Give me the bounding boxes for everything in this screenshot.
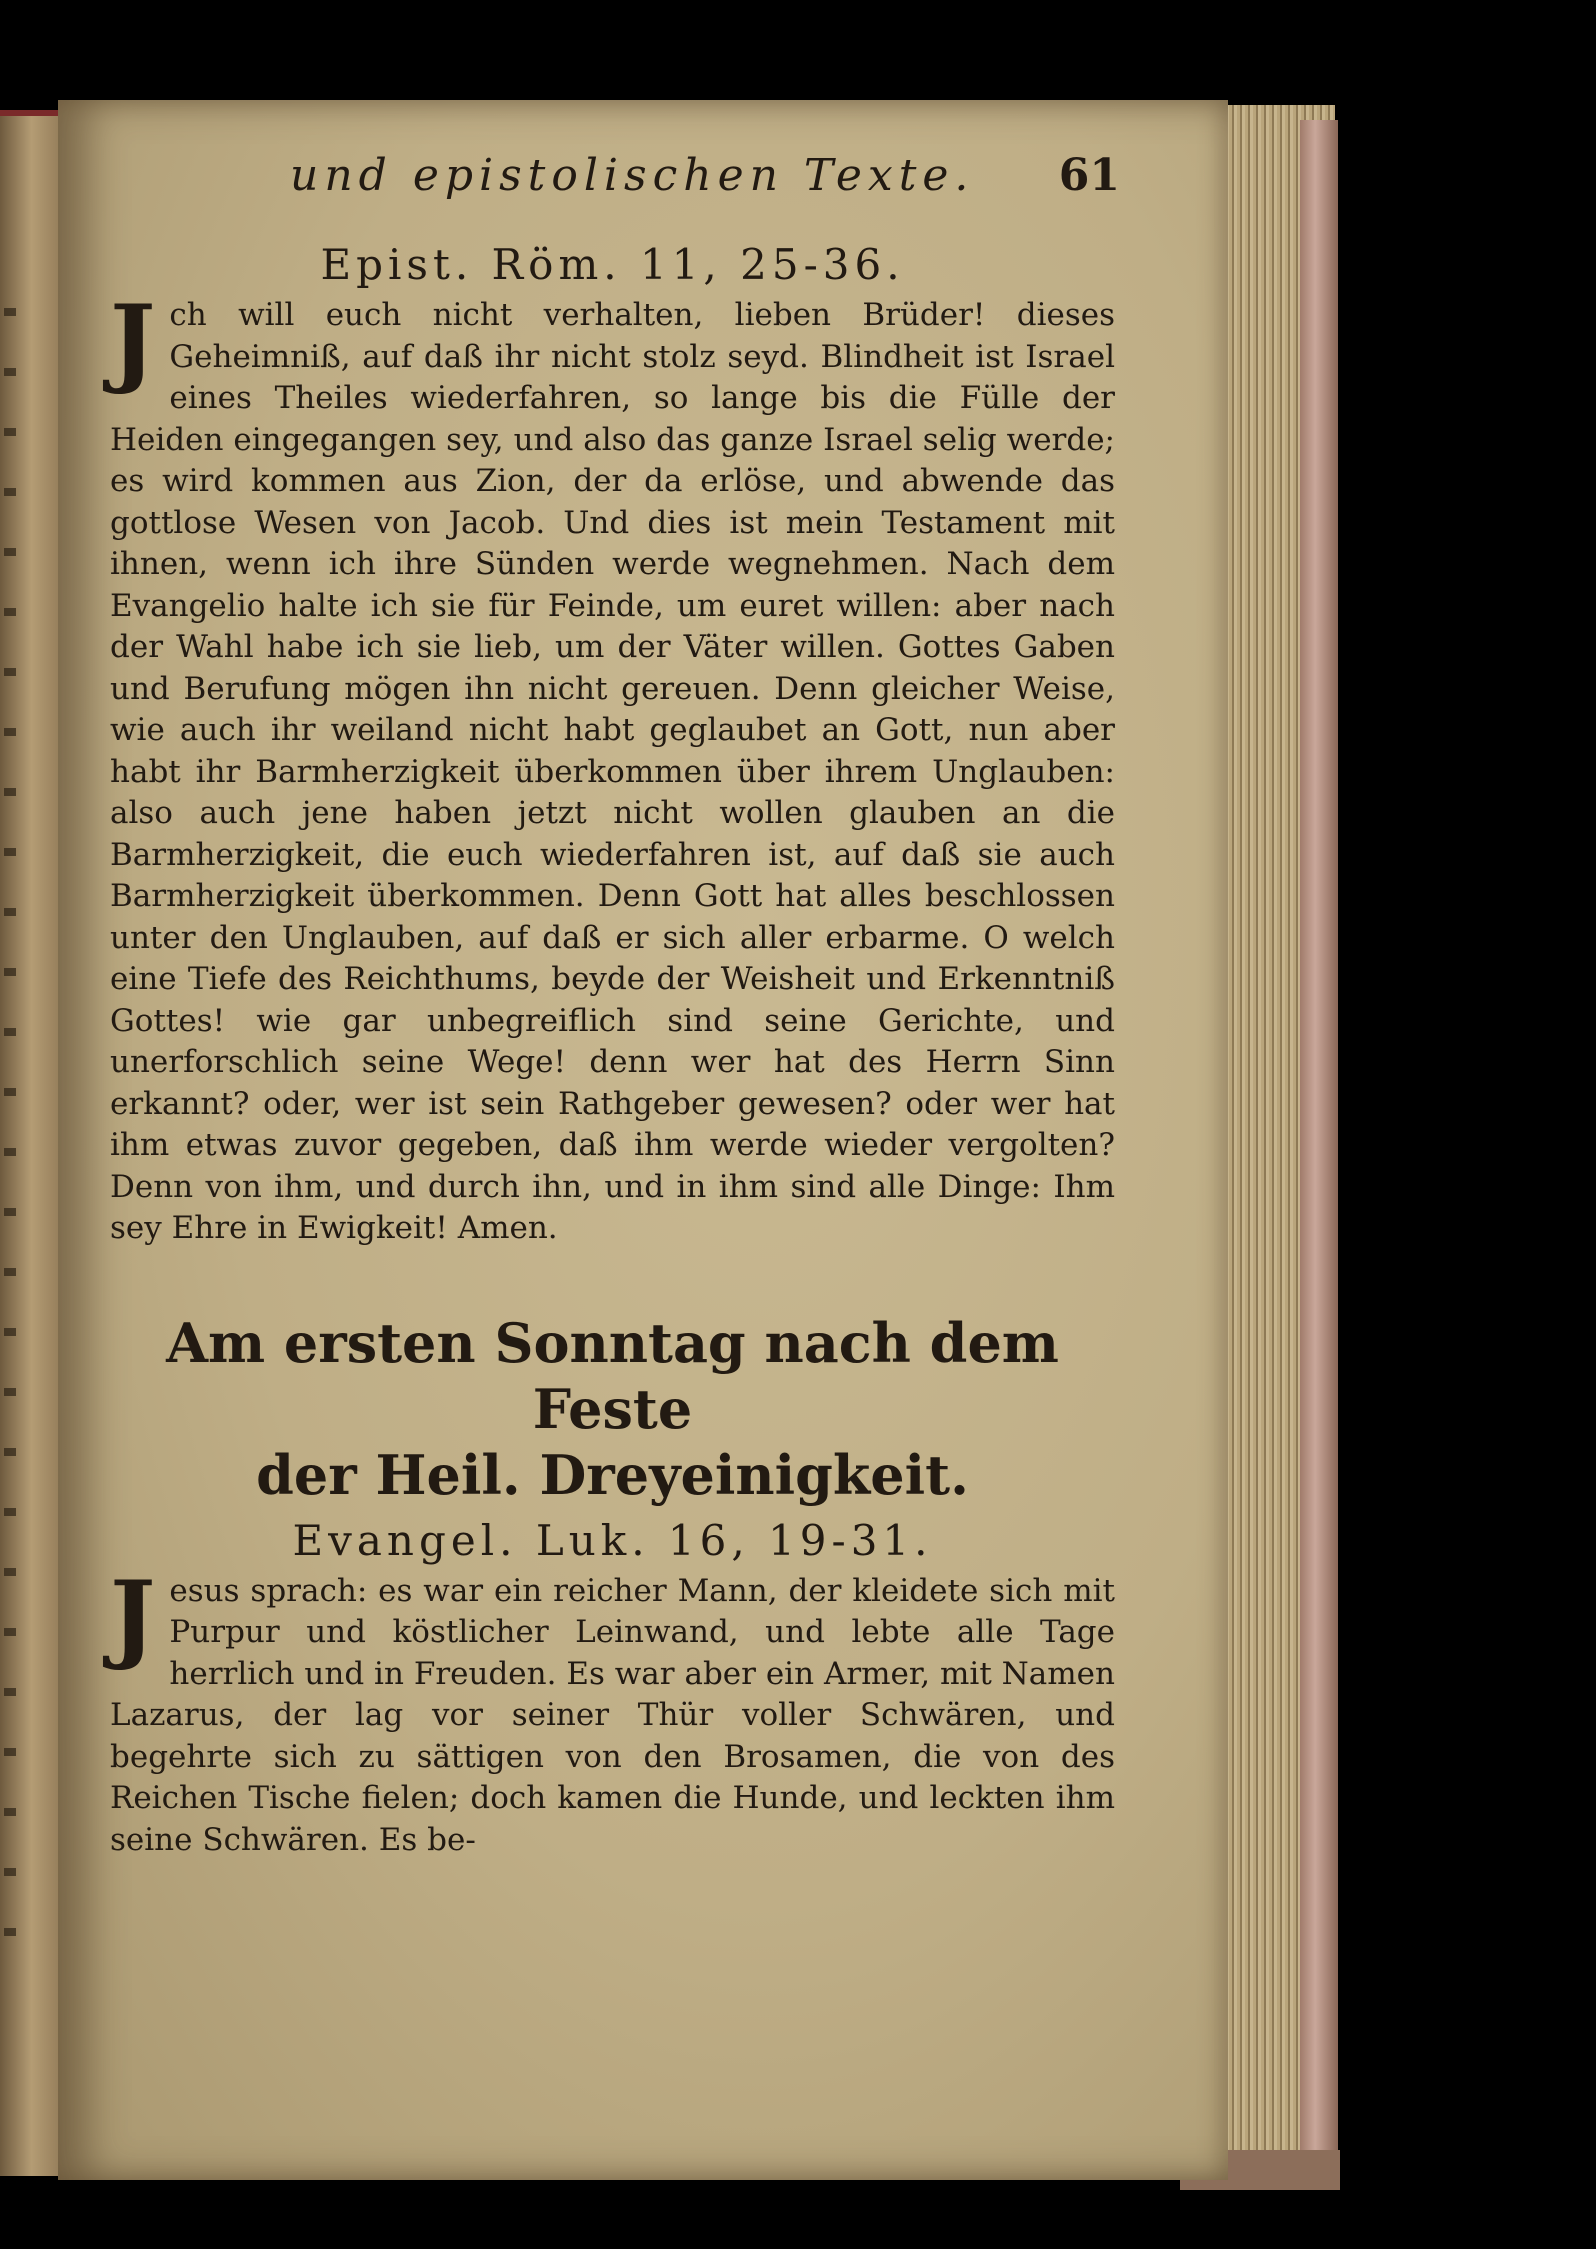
book-cover-edge	[1300, 120, 1338, 2170]
sunday-heading-line2: der Heil. Dreyeinigkeit.	[256, 1442, 969, 1507]
gospel-text	[110, 1559, 1115, 1862]
running-title: und epistolischen Texte.	[290, 150, 975, 201]
epistle-body: ch will euch nicht verhalten, lieben Brüder! dieses Geheimniß, auf daß ihr nicht stolz seyd. Blindheit ist Israel eines Theiles wiederfahren, so lange bis die Fülle der Heiden eingegangen sey, und also das ganze Israel selig werde; es wird kommen aus Zion, der da erlöse, und abwende das gottlose Wesen von Jacob. Und dies ist mein Testament mit ihnen, wenn ich ihre Sünden werde wegnehmen. Nach dem Evangelio halte ich sie für Feinde, um euret willen: aber nach der Wahl habe ich sie lieb, um der Väter willen. Gottes Gaben und Berufung mögen ihn nicht gereuen. Denn gleicher Weise, wie auch ihr weiland nicht habt geglaubet an Gott, nun aber habt ihr Barmherzigkeit überkommen über ihrem Unglauben: also auch jene haben jetzt nicht wollen glauben an die Barmherzigkeit, die euch wiederfahren ist, auf daß sie auch Barmherzigkeit überkommen. Denn Gott hat alles beschlossen unter den Unglauben, auf daß er sich aller erbarme. O welch eine Tiefe des Reichthums, beyde der Weisheit und Erkenntniß Gottes! wie gar unbegreiflich sind seine Gerichte, und unerforschlich seine Wege! denn wer hat des Herrn Sinn erkannt? oder, wer ist sein Rathgeber gewesen? oder wer hat ihm etwas zuvor gegeben, daß ihm werde wieder vergolten? Denn von ihm, und durch ihn, und in ihm sind alle Dinge: Ihm sey Ehre in Ewigkeit! Amen.	[110, 297, 1115, 1246]
epistle-drop-cap: J	[110, 284, 156, 397]
page-number: 61	[1058, 150, 1120, 201]
gospel-body: esus sprach: es war ein reicher Mann, der kleidete sich mit Purpur und köstlicher Leinwand, und lebte alle Tage herrlich und in Freuden. Es war aber ein Armer, mit Namen Lazarus, der lag vor seiner Thür voller Schwären, und begehrte sich zu sättigen von den Brosamen, die von des Reichen Tische fielen; doch kamen die Hunde, und leckten ihm seine Schwären. Es be-	[110, 1572, 1115, 1858]
running-head	[110, 150, 1120, 210]
sunday-heading	[110, 1310, 1115, 1508]
gospel-reference: Evangel. Luk. 16, 19-31.	[292, 1515, 933, 1565]
gospel-drop-cap: J	[110, 1559, 156, 1673]
epistle-reference: Epist. Röm. 11, 25-36.	[320, 240, 905, 289]
page-text-block	[110, 150, 1120, 1861]
epistle-text	[110, 284, 1115, 1250]
sunday-heading-line1: Am ersten Sonntag nach dem Feste	[166, 1310, 1059, 1441]
